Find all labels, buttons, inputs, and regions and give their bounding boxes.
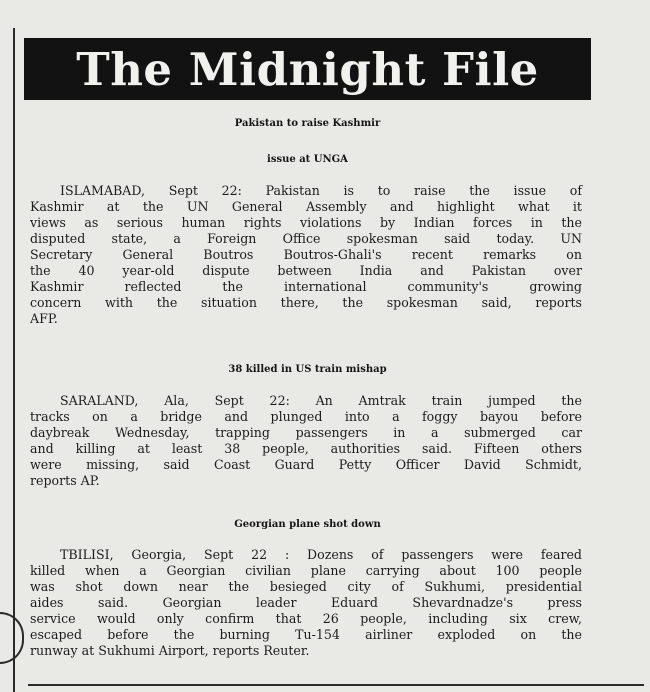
bottom-column-rule bbox=[28, 684, 644, 686]
story-3-headline: Georgian plane shot down bbox=[234, 519, 381, 530]
story-2-body-line: were missing, said Coast Guard Petty Officer David Schmidt, bbox=[30, 457, 582, 472]
story-2-headline: 38 killed in US train mishap bbox=[228, 364, 387, 375]
story-2-body-line: reports AP. bbox=[30, 473, 100, 488]
story-1-body-line: Secretary General Boutros Boutros-Ghali's recent remarks on bbox=[30, 247, 582, 262]
story-1-body-line: Kashmir at the UN General Assembly and highlight what it bbox=[30, 199, 582, 214]
story-2-body-line: and killing at least 38 people, authorities said. Fifteen others bbox=[30, 441, 582, 456]
story-1-body-line: AFP. bbox=[30, 311, 58, 326]
story-3-body-line: runway at Sukhumi Airport, reports Reuter. bbox=[30, 643, 310, 658]
masthead-banner bbox=[24, 38, 591, 100]
story-3-body-line: aides said. Georgian leader Eduard Shevardnadze's press bbox=[30, 595, 582, 610]
masthead-title: The Midnight File bbox=[76, 42, 539, 96]
story-1-headline bbox=[24, 107, 591, 179]
story-1-body-line: Kashmir reflected the international community's growing bbox=[30, 279, 582, 294]
story-1-body-line: ISLAMABAD, Sept 22: Pakistan is to raise the issue of bbox=[60, 183, 582, 198]
left-column-rule bbox=[13, 28, 15, 692]
story-3-body-line: killed when a Georgian civilian plane carrying about 100 people bbox=[30, 563, 582, 578]
story-1-body-line: views as serious human rights violations by Indian forces in the bbox=[30, 215, 582, 230]
story-1-headline-line-1: Pakistan to raise Kashmir bbox=[234, 118, 381, 129]
story-1-body-line: concern with the situation there, the spokesman said, reports bbox=[30, 295, 582, 310]
story-3-body-line: service would only confirm that 26 people, including six crew, bbox=[30, 611, 582, 626]
story-1-body-line: the 40 year-old dispute between India and Pakistan over bbox=[30, 263, 582, 278]
story-2-body bbox=[30, 393, 582, 489]
story-1-headline-line-2: issue at UNGA bbox=[267, 154, 348, 165]
story-1-body-line: disputed state, a Foreign Office spokesman said today. UN bbox=[30, 231, 582, 246]
story-3-body-line: was shot down near the besieged city of Sukhumi, presidential bbox=[30, 579, 582, 594]
story-1-body bbox=[30, 183, 582, 327]
story-2-body-line: tracks on a bridge and plunged into a foggy bayou before bbox=[30, 409, 582, 424]
story-2-body-line: SARALAND, Ala, Sept 22: An Amtrak train jumped the bbox=[60, 393, 582, 408]
clipping-curve-mark bbox=[0, 612, 24, 664]
story-3-body-line: TBILISI, Georgia, Sept 22 : Dozens of passengers were feared bbox=[60, 547, 582, 562]
story-3-body bbox=[30, 547, 582, 659]
story-2-body-line: daybreak Wednesday, trapping passengers in a submerged car bbox=[30, 425, 582, 440]
story-3-body-line: escaped before the burning Tu-154 airliner exploded on the bbox=[30, 627, 582, 642]
